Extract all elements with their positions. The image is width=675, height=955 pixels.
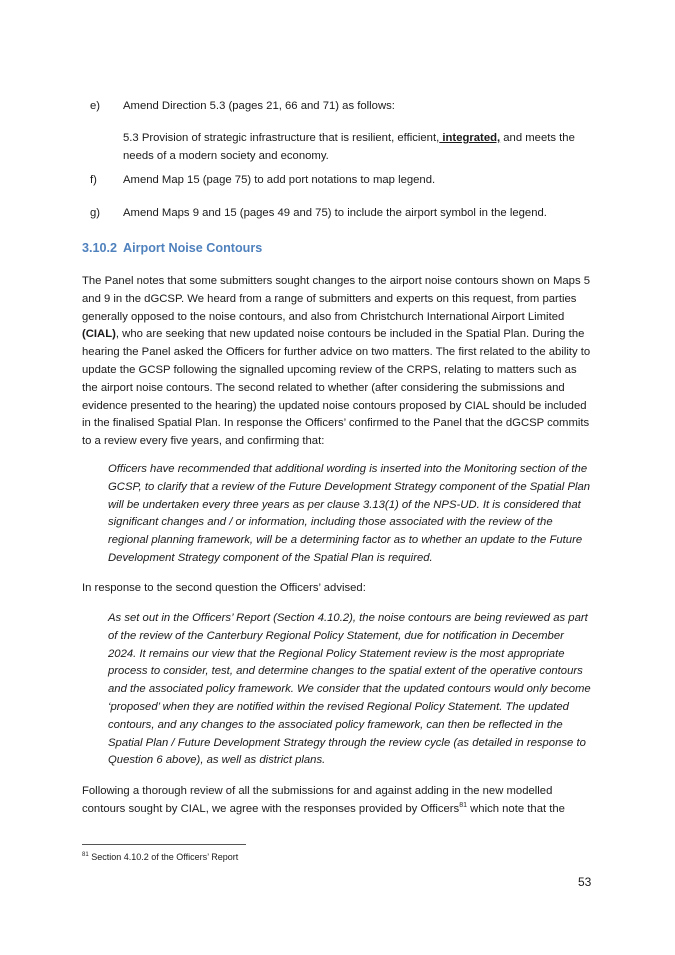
footnote-text: Section 4.10.2 of the Officers’ Report	[88, 852, 239, 862]
direction-text-start: 5.3 Provision of strategic infrastructure that is resilient, efficient,	[123, 132, 440, 144]
direction-5-3-text	[123, 130, 593, 166]
section-title: Airport Noise Contours	[123, 241, 263, 255]
footnote	[82, 851, 238, 863]
officers-quote-1: Officers have recommended that additional wording is inserted into the Monitoring section of the GCSP, to clarify that a review of the Future Development Strategy component of the Spatial Plan will be undertaken every three years as per clause 3.13(1) of the NPS-UD. It is considered that significant changes and / or information, including those associated with the review of the regional planning framework, will be a determining factor as to whether an update to the Future Development Strategy component of the Spatial Plan is required.	[108, 463, 591, 564]
officers-quote-2: As set out in the Officers’ Report (Section 4.10.2), the noise contours are being reviewed as part of the review of the Canterbury Regional Policy Statement, due for notification in December 2024. It remains our view that the Regional Policy Statement review is the most appropriate process to consider, test, and determine changes to the spatial extent of the operative contours and the associated policy framework. We consider that the updated contours would only become ‘proposed’ when they are notified within the revised Regional Policy Statement. The updated contours, and any changes to the associated policy framework, can then be reflected in the Spatial Plan / Future Development Strategy through the review cycle (as detailed in response to Question 6 above), as well as district plans.	[108, 612, 591, 767]
footnote-number: 81	[82, 852, 89, 858]
paragraph-text: Following a thorough review of all the submissions for and against adding in the new modelled contours sought by CIAL, we agree with the responses provided by Officers	[82, 785, 553, 815]
page-number: 53	[578, 875, 592, 889]
list-text: Amend Direction 5.3 (pages 21, 66 and 71) as follows:	[123, 100, 395, 112]
list-text: Amend Maps 9 and 15 (pages 49 and 75) to include the airport symbol in the legend.	[123, 207, 547, 219]
section-heading	[82, 241, 262, 255]
list-marker: f)	[90, 174, 97, 186]
footnote-reference[interactable]: 81	[459, 802, 467, 810]
footnote-divider	[82, 844, 246, 845]
paragraph-2: In response to the second question the Officers’ advised:	[82, 582, 366, 594]
paragraph-3	[82, 783, 594, 819]
paragraph-text: , who are seeking that new updated noise contours be included in the Spatial Plan. During the hearing the Panel asked the Officers for further advice on two matters. The first related to the ability to update the GCSP following the signalled upcoming review of the CRPS, relating to matters such as the airport noise contours. The second related to whether (after considering the submissions and evidence presented to the hearing) the updated noise contours proposed by CIAL should be included in the finalised Spatial Plan. In response the Officers’ confirmed to the Panel that the dGCSP commits to a review every five years, and confirming that:	[82, 328, 591, 448]
list-text: Amend Map 15 (page 75) to add port notations to map legend.	[123, 174, 436, 186]
direction-text-end: and meets the needs of a modern society and economy.	[123, 132, 575, 162]
list-item-f	[90, 172, 590, 190]
inserted-word: integrated,	[439, 132, 501, 144]
section-number: 3.10.2	[82, 241, 118, 255]
cial-abbreviation: (CIAL)	[82, 328, 116, 341]
paragraph-text: The Panel notes that some submitters sought changes to the airport noise contours shown on Maps 5 and 9 in the dGCSP. We heard from a range of submitters and experts on this request, from parties generally opposed to the noise contours, and also from Christchurch International Airport Limited	[82, 275, 591, 323]
list-marker: e)	[90, 100, 101, 112]
list-item-e	[90, 98, 590, 116]
list-marker: g)	[90, 207, 101, 219]
paragraph-text: which note that the	[466, 802, 565, 815]
list-item-g	[90, 205, 590, 223]
paragraph-1	[82, 273, 594, 451]
